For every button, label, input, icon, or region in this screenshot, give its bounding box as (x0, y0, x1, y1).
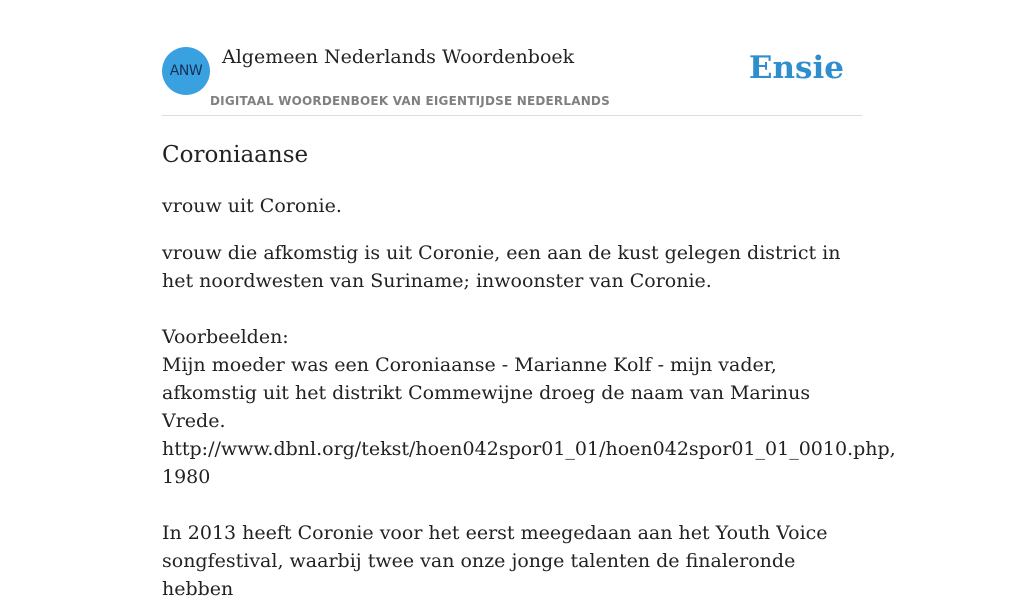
logo-text: ANW (169, 63, 203, 79)
ensie-brand-link[interactable]: Ensie (748, 50, 844, 86)
short-definition: vrouw uit Coronie. (162, 195, 342, 217)
entry-word: Coroniaanse (162, 142, 309, 168)
example-text: Mijn moeder was een Coroniaanse - Marianne Kolf - mijn vader, afkomstig uit het distrikt Commewijne droeg de naam van Marinus Vrede. (162, 354, 811, 432)
site-title: Algemeen Nederlands Woordenboek (222, 46, 575, 68)
entry-content (162, 140, 896, 603)
example-item (162, 519, 862, 603)
long-definition: vrouw die afkomstig is uit Coronie, een aan de kust gelegen district in het noordwesten van Suriname; inwoonster van Coronie. (162, 242, 841, 292)
example-item (162, 351, 896, 491)
example-text: In 2013 heeft Coronie voor het eerst meegedaan aan het Youth Voice songfestival, waarbij twee van onze jonge talenten de finaleronde hebben (162, 522, 828, 600)
site-subtitle: DIGITAAL WOORDENBOEK VAN EIGENTIJDSE NEDERLANDS (210, 94, 610, 108)
site-header (162, 0, 862, 116)
example-source: http://www.dbnl.org/tekst/hoen042spor01_01/hoen042spor01_01_0010.php, 1980 (162, 438, 896, 488)
header-divider (162, 115, 862, 116)
examples-section (162, 323, 896, 603)
anw-logo[interactable] (162, 47, 210, 95)
examples-heading: Voorbeelden: (162, 326, 289, 348)
